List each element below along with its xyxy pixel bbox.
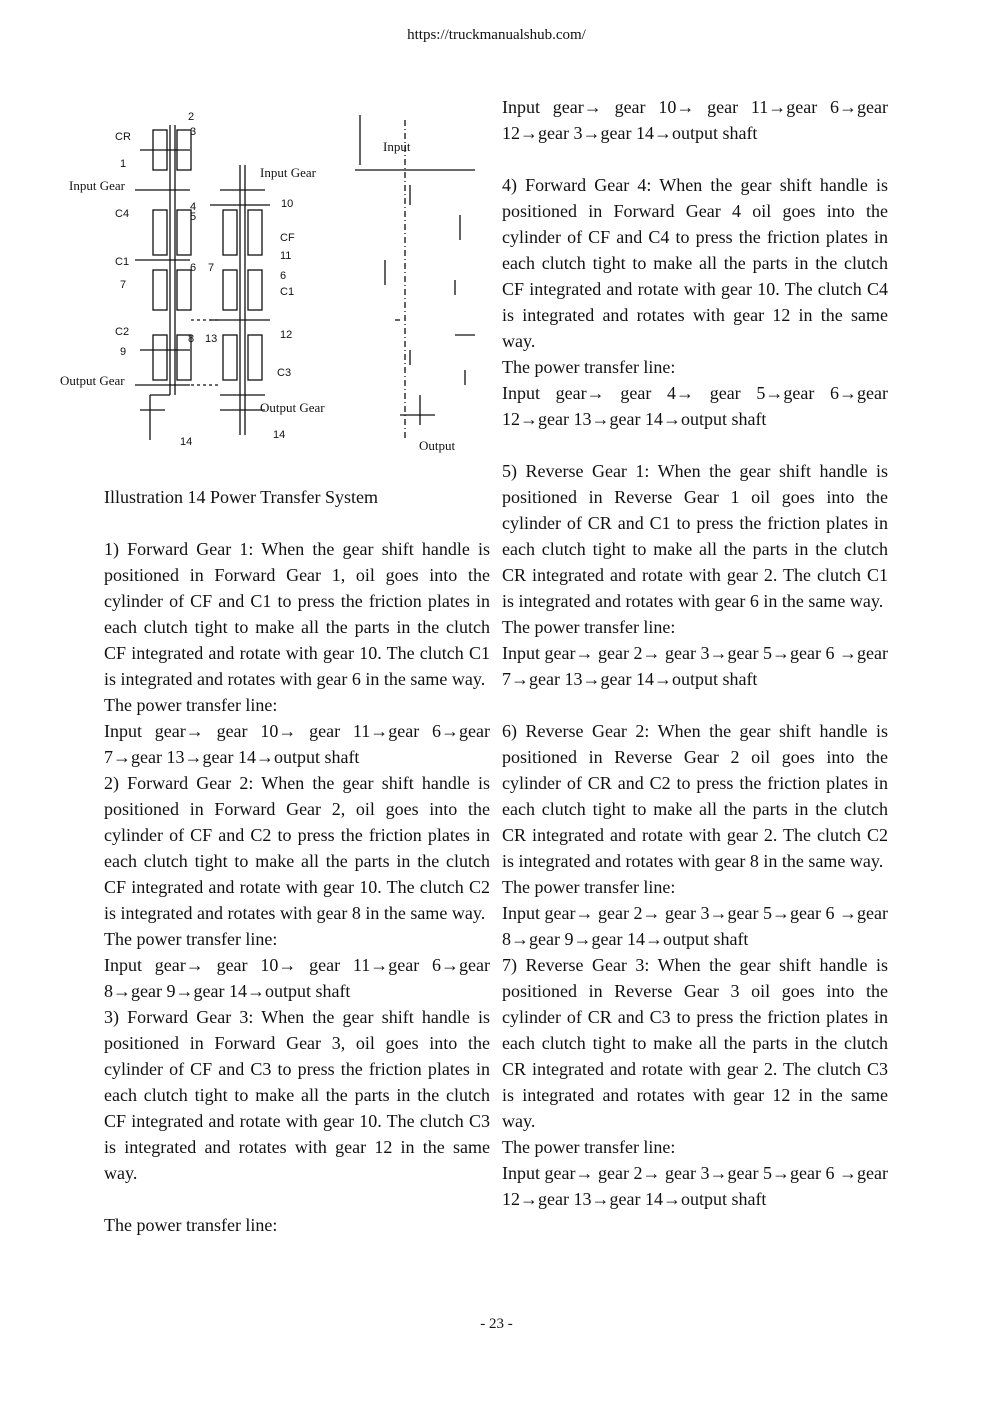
part-label-mid-6: 6: [280, 270, 287, 282]
part-label-c1: C1: [115, 256, 130, 268]
power-line-heading: The power transfer line:: [502, 877, 676, 897]
forward-gear-3-text: 3) Forward Gear 3: When the gear shift handle is positioned in Forward Gear 3, oil goes into the cylinder of CF and C3 to press the friction plates in each clutch tight to make all the parts in the clutch CF integrated and rotate with gear 10. The clutch C3 is integrated and rotates with gear 12 in the same way.: [104, 1007, 490, 1183]
power-line-forward-4: Input gear→ gear 4→ gear 5→gear 6→gear 12→gear 13→gear 14→output shaft: [502, 383, 888, 429]
part-label-3: 3: [190, 126, 197, 138]
diagram-left-output-label: Output Gear: [60, 373, 125, 388]
diagram-right-output-label: Output: [419, 438, 456, 453]
diagram-right-input-label: Input: [383, 139, 411, 154]
part-label-cr: CR: [115, 131, 131, 143]
part-label-cf: CF: [280, 232, 295, 244]
power-line-reverse-2: Input gear→ gear 2→ gear 3→gear 5→gear 6 →gear 8→gear 9→gear 14→output shaft: [502, 903, 888, 949]
power-line-forward-2: Input gear→ gear 10→ gear 11→gear 6→gear 8→gear 9→gear 14→output shaft: [104, 955, 490, 1001]
power-line-heading: The power transfer line:: [104, 929, 278, 949]
forward-gear-1-text: 1) Forward Gear 1: When the gear shift handle is positioned in Forward Gear 1, oil goes into the cylinder of CF and C1 to press the friction plates in each clutch tight to make all the parts in the clutch CF integrated and rotate with gear 10. The clutch C1 is integrated and rotates with gear 6 in the same way.: [104, 539, 490, 689]
power-line-forward-1: Input gear→ gear 10→ gear 11→gear 6→gear 7→gear 13→gear 14→output shaft: [104, 721, 490, 767]
power-line-heading: The power transfer line:: [104, 695, 278, 715]
figure-caption: Illustration 14 Power Transfer System: [104, 487, 378, 507]
power-line-heading: The power transfer line:: [502, 357, 676, 377]
reverse-gear-2-text: 6) Reverse Gear 2: When the gear shift handle is positioned in Reverse Gear 2 oil goes into the cylinder of CR and C2 to press the friction plates in each clutch tight to make all the parts in the clutch CR integrated and rotate with gear 2. The clutch C2 is integrated and rotates with gear 8 in the same way.: [502, 721, 888, 871]
part-label-5: 5: [190, 211, 197, 223]
part-label-c4: C4: [115, 208, 130, 220]
part-label-14: 14: [180, 436, 193, 448]
part-label-c3: C3: [277, 367, 292, 379]
page-number: - 23 -: [480, 1316, 513, 1332]
part-label-13: 13: [205, 333, 218, 345]
part-label-c2: C2: [115, 326, 130, 338]
forward-gear-2-text: 2) Forward Gear 2: When the gear shift handle is positioned in Forward Gear 2, oil goes into the cylinder of CF and C2 to press the friction plates in each clutch tight to make all the parts in the clutch CF integrated and rotate with gear 10. The clutch C2 is integrated and rotates with gear 8 in the same way.: [104, 773, 490, 923]
reverse-gear-1-text: 5) Reverse Gear 1: When the gear shift handle is positioned in Reverse Gear 1 oil goes into the cylinder of CR and C1 to press the friction plates in each clutch tight to make all the parts in the clutch CR integrated and rotate with gear 2. The clutch C1 is integrated and rotates with gear 6 in the same way.: [502, 461, 888, 611]
reverse-gear-3-text: 7) Reverse Gear 3: When the gear shift handle is positioned in Reverse Gear 3 oil goes into the cylinder of CR and C3 to press the friction plates in each clutch tight to make all the parts in the clutch CR integrated and rotate with gear 2. The clutch C3 is integrated and rotates with gear 12 in the same way.: [502, 955, 888, 1131]
part-label-10: 10: [281, 198, 294, 210]
part-label-8: 8: [188, 333, 195, 345]
part-label-9: 9: [120, 346, 127, 358]
part-label-11: 11: [280, 250, 292, 262]
header-url: https://truckmanualshub.com/: [407, 27, 586, 43]
part-label-4: 4: [190, 201, 197, 213]
power-transfer-diagram: [55, 95, 500, 465]
power-line-reverse-1: Input gear→ gear 2→ gear 3→gear 5→gear 6 →gear 7→gear 13→gear 14→output shaft: [502, 643, 888, 689]
power-line-heading: The power transfer line:: [502, 617, 676, 637]
part-label-mid-14: 14: [273, 429, 286, 441]
forward-gear-4-text: 4) Forward Gear 4: When the gear shift handle is positioned in Forward Gear 4 oil goes into the cylinder of CF and C4 to press the friction plates in each clutch tight to make all the parts in the clutch CF integrated and rotate with gear 10. The clutch C4 is integrated and rotates with gear 12 in the same way.: [502, 175, 888, 351]
diagram-mid-input-label: Input Gear: [260, 165, 316, 180]
part-label-2: 2: [188, 111, 195, 123]
part-label-12: 12: [280, 329, 293, 341]
right-column: [502, 94, 888, 1212]
part-label-mid-c1: C1: [280, 286, 295, 298]
power-line-reverse-3: Input gear→ gear 2→ gear 3→gear 5→gear 6 →gear 12→gear 13→gear 14→output shaft: [502, 1163, 888, 1209]
power-line-forward-3: Input gear→ gear 10→ gear 11→gear 6→gear 12→gear 3→gear 14→output shaft: [502, 97, 888, 143]
diagram-left-input-label: Input Gear: [69, 178, 125, 193]
power-line-heading: The power transfer line:: [104, 1215, 278, 1235]
part-label-6: 6: [190, 262, 197, 274]
part-label-7: 7: [120, 279, 127, 291]
part-label-mid-7: 7: [208, 262, 215, 274]
part-label-1: 1: [120, 158, 127, 170]
left-column: [104, 536, 490, 1238]
power-line-heading: The power transfer line:: [502, 1137, 676, 1157]
diagram-mid-output-label: Output Gear: [260, 400, 325, 415]
